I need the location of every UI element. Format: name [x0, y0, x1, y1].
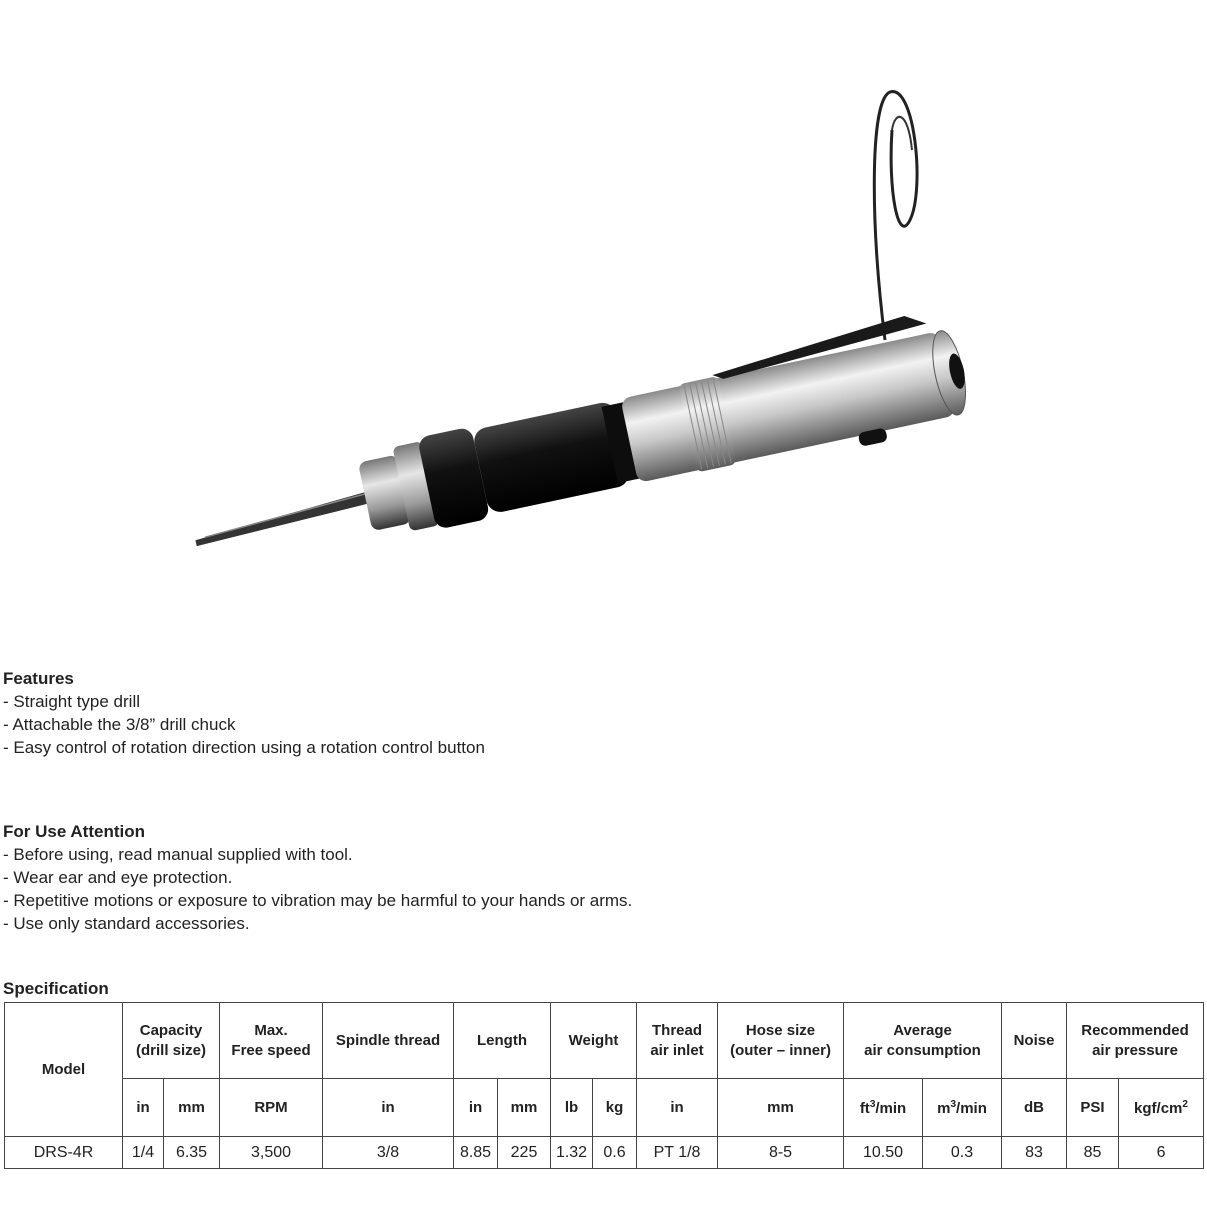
attention-item: - Wear ear and eye protection. [3, 868, 233, 887]
header-thread-air-inlet: Thread air inlet [637, 1003, 718, 1079]
cell-length-in: 8.85 [454, 1137, 498, 1169]
header-hose-size: Hose size (outer – inner) [718, 1003, 844, 1079]
unit-cell: dB [1002, 1079, 1067, 1137]
use-attention-section [3, 820, 632, 935]
feature-item: - Attachable the 3/8” drill chuck [3, 715, 236, 734]
cell-rpm: 3,500 [220, 1137, 323, 1169]
attention-item: - Before using, read manual supplied with tool. [3, 845, 353, 864]
cell-pressure-psi: 85 [1067, 1137, 1119, 1169]
unit-cell: in [637, 1079, 718, 1137]
unit-cell: RPM [220, 1079, 323, 1137]
air-drill-image [150, 70, 980, 560]
header-air-consumption: Average air consumption [844, 1003, 1002, 1079]
header-length: Length [454, 1003, 551, 1079]
header-spindle-thread: Spindle thread [323, 1003, 454, 1079]
specification-table [4, 1002, 1204, 1169]
features-section [3, 667, 485, 759]
unit-cell: in [123, 1079, 164, 1137]
unit-cell: mm [164, 1079, 220, 1137]
specification-heading: Specification [3, 979, 109, 998]
feature-item: - Easy control of rotation direction using a rotation control button [3, 738, 485, 757]
table-header-row [5, 1003, 1204, 1079]
features-heading: Features [3, 669, 74, 688]
unit-cell: PSI [1067, 1079, 1119, 1137]
header-capacity: Capacity (drill size) [123, 1003, 220, 1079]
use-attention-heading: For Use Attention [3, 822, 145, 841]
cell-length-mm: 225 [498, 1137, 551, 1169]
unit-cell: kgf/$cm^2$ [1119, 1079, 1204, 1137]
cell-model: DRS-4R [5, 1137, 123, 1169]
cell-weight-kg: 0.6 [593, 1137, 637, 1169]
header-free-speed: Max. Free speed [220, 1003, 323, 1079]
header-model: Model [5, 1003, 123, 1137]
cell-noise: 83 [1002, 1137, 1067, 1169]
unit-cell: in [323, 1079, 454, 1137]
unit-cell: mm [498, 1079, 551, 1137]
cell-thread: PT 1/8 [637, 1137, 718, 1169]
header-weight: Weight [551, 1003, 637, 1079]
header-noise: Noise [1002, 1003, 1067, 1079]
cell-consumption-m3: 0.3 [923, 1137, 1002, 1169]
cell-spindle: 3/8 [323, 1137, 454, 1169]
unit-cell: mm [718, 1079, 844, 1137]
header-air-pressure: Recommended air pressure [1067, 1003, 1204, 1079]
table-units-row [5, 1079, 1204, 1137]
unit-cell: in [454, 1079, 498, 1137]
unit-cell: kg [593, 1079, 637, 1137]
unit-cell: $m^3/\min$ [923, 1079, 1002, 1137]
cell-weight-lb: 1.32 [551, 1137, 593, 1169]
attention-item: - Use only standard accessories. [3, 914, 250, 933]
attention-item: - Repetitive motions or exposure to vibration may be harmful to your hands or arms. [3, 891, 633, 910]
cell-consumption-ft3: 10.50 [844, 1137, 923, 1169]
cell-capacity-mm: 6.35 [164, 1137, 220, 1169]
table-row [5, 1137, 1204, 1169]
cell-pressure-kgf: 6 [1119, 1137, 1204, 1169]
unit-cell: $ft^3/\min$ [844, 1079, 923, 1137]
cell-hose: 8-5 [718, 1137, 844, 1169]
feature-item: - Straight type drill [3, 692, 140, 711]
unit-cell: lb [551, 1079, 593, 1137]
cell-capacity-in: 1/4 [123, 1137, 164, 1169]
